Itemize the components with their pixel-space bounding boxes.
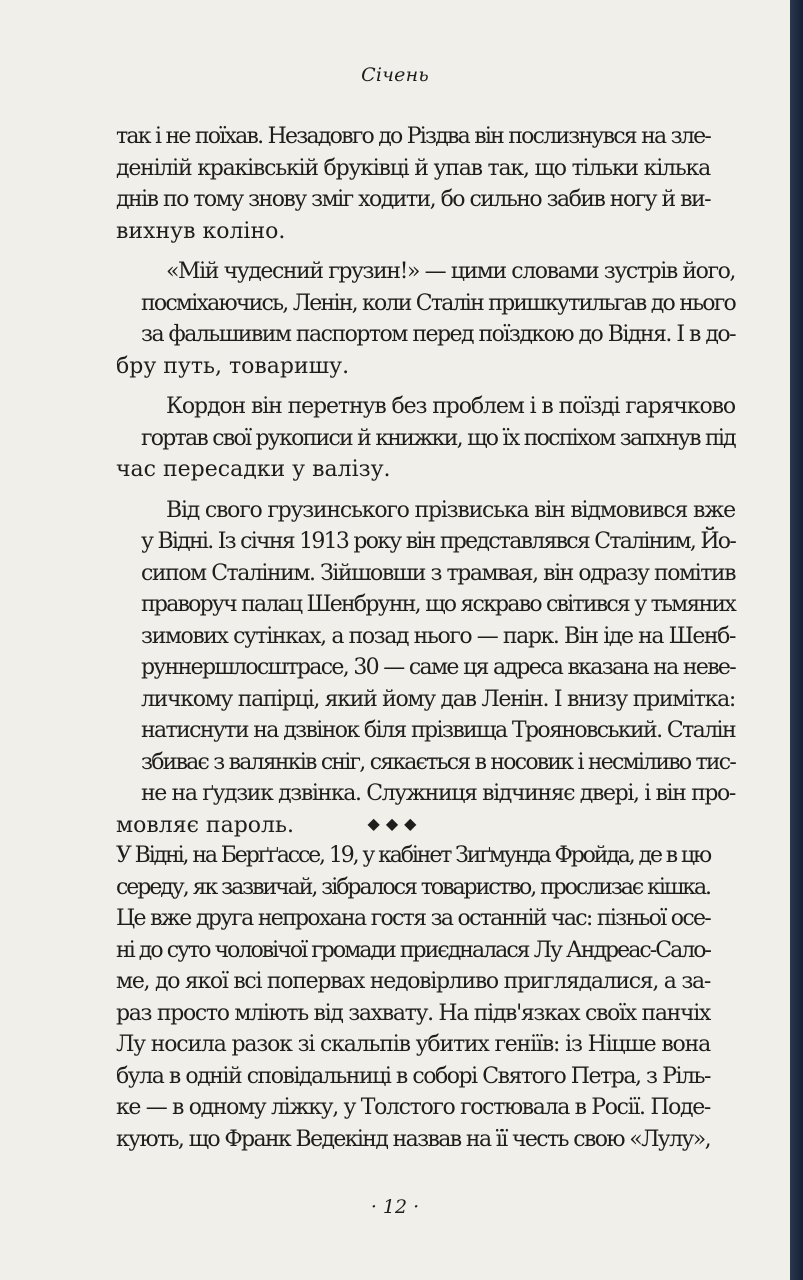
text-line: ке — в одному ліжку, у Толстого гостювала в Росії. Поде-	[116, 1095, 711, 1120]
text-block-1	[116, 121, 736, 841]
text-line: не на ґудзик дзвінка. Служниця відчиняє двері, і він про-	[141, 781, 735, 806]
text-line: час пересадки у валізу.	[116, 457, 391, 482]
paragraph-3	[116, 391, 735, 486]
text-line: кують, що Франк Ведекінд назвав на її честь свою «Лулу»,	[116, 1126, 710, 1152]
running-head: Січень	[361, 64, 429, 86]
text-line: раз просто мліють від захвату. На підв'язках своїх панчіх	[116, 1000, 711, 1026]
text-line: денілій краківській бруківці й упав так, що тільки кілька	[116, 155, 710, 181]
paragraph-4	[116, 495, 736, 842]
text-line: зимових сутінках, а позад нього — парк. Він іде на Шенб-	[141, 623, 736, 649]
text-line: бру путь, товаришу.	[116, 353, 350, 379]
paragraph-2	[116, 256, 735, 382]
text-line: у Відні. Із січня 1913 року він представлявся Сталіним, Йо-	[141, 529, 736, 554]
text-line: У Відні, на Берґґассе, 19, у кабінет Зиґмунда Фройда, де в цю	[116, 843, 710, 868]
book-cover-edge	[790, 0, 803, 1280]
text-line: так і не поїхав. Незадовго до Різдва він послизнувся на зле-	[116, 124, 710, 149]
text-line: «Мій чудесний грузин!» — цими словами зустрів його,	[166, 259, 735, 284]
text-line: личкому папірці, який йому дав Ленін. І внизу примітка:	[141, 686, 735, 712]
text-line: вихнув коліно.	[116, 218, 286, 244]
page-number: · 12 ·	[370, 1196, 420, 1218]
text-line: Лу носила разок зі скальпів убитих геніїв: із Ніцше вона	[116, 1032, 711, 1057]
text-line: середу, як зазвичай, зібралося товариство, прослизає кішка.	[116, 874, 710, 900]
text-line: днів по тому знову зміг ходити, бо сильно забив ногу й ви-	[116, 187, 711, 212]
text-block-2	[116, 840, 710, 1155]
text-line: сипом Сталіним. Зійшовши з трамвая, він одразу помітив	[141, 560, 736, 586]
text-line: мовляє пароль.	[116, 812, 294, 838]
text-line: за фальшивим паспортом перед поїздкою до Відня. І в до-	[141, 322, 735, 347]
text-line: натиснути на дзвінок біля прізвища Трояновський. Сталін	[141, 718, 736, 743]
text-line: збиває з валянків сніг, сякається в носовик і несміливо тис-	[141, 749, 735, 775]
text-line: Від свого грузинського прізвиська він відмовився вже	[166, 497, 735, 523]
text-line: Це вже друга непрохана гостя за останній час: пізньої осе-	[116, 906, 710, 931]
text-line: ме, до якої всі попервах недовірливо приглядалися, а за-	[116, 969, 710, 994]
text-line: праворуч палац Шенбрунн, що яскраво світився у тьмяних	[141, 592, 736, 617]
text-line: ні до суто чоловічої громади приєдналася Лу Андреас-Сало-	[116, 937, 710, 963]
text-line: посміхаючись, Ленін, коли Сталін пришкутильгав до нього	[141, 290, 735, 316]
text-line: була в одній сповідальниці в соборі Святого Петра, з Ріль-	[116, 1063, 710, 1089]
text-line: Кордон він перетнув без проблем і в поїзді гарячково	[166, 394, 735, 419]
paragraph-1	[116, 121, 710, 247]
text-line: руннершлосштрасе, 30 — саме ця адреса вказана на неве-	[141, 655, 736, 680]
paragraph-5	[116, 840, 710, 1155]
text-line: гортав свої рукописи й книжки, що їх поспіхом запхнув під	[141, 425, 735, 451]
section-break-ornament: ◆◆◆	[367, 814, 423, 833]
